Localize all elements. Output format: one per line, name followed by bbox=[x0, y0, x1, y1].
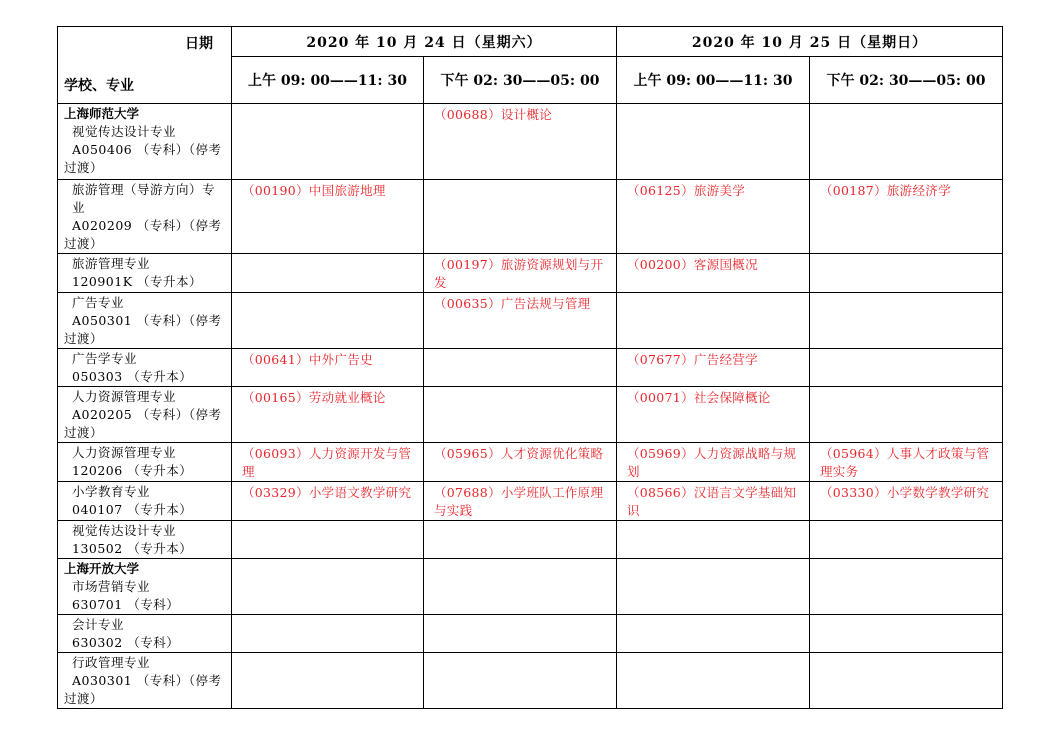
schedule-rows bbox=[58, 104, 1003, 709]
major-cell bbox=[58, 615, 232, 653]
major-code: A030301 （专科）（停考 bbox=[72, 673, 222, 688]
exam-slot-cell bbox=[617, 254, 810, 293]
major-name: 人力资源管理专业 bbox=[72, 389, 177, 404]
exam-slot-cell bbox=[232, 293, 424, 349]
exam-slot-cell bbox=[424, 615, 617, 653]
table-row bbox=[58, 443, 1003, 482]
table-row bbox=[58, 293, 1003, 349]
course-entry: （00190）中国旅游地理 bbox=[242, 183, 386, 198]
exam-slot-cell bbox=[810, 653, 1003, 709]
day-2-date: 2020 年 10 月 25 日（星期日） bbox=[617, 27, 1003, 57]
exam-slot-cell bbox=[232, 254, 424, 293]
table-row bbox=[58, 521, 1003, 559]
exam-slot-cell bbox=[617, 104, 810, 180]
course-entry: （05964）人事人才政策与管理实务 bbox=[820, 446, 990, 479]
major-name: 广告学专业 bbox=[72, 351, 138, 366]
major-name: 视觉传达设计专业 bbox=[72, 523, 177, 538]
major-cell bbox=[58, 482, 232, 521]
table-row bbox=[58, 254, 1003, 293]
school-name: 上海开放大学 bbox=[64, 561, 140, 576]
course-entry: （08566）汉语言文学基础知识 bbox=[627, 485, 797, 518]
major-name: 会计专业 bbox=[72, 617, 125, 632]
major-name: 市场营销专业 bbox=[72, 579, 151, 594]
day-1-am-slot: 上午 09: 00——11: 30 bbox=[232, 57, 424, 104]
course-entry: （03329）小学语文教学研究 bbox=[242, 485, 412, 500]
major-info bbox=[58, 349, 231, 386]
major-info bbox=[58, 521, 231, 558]
major-code: 050303 （专升本） bbox=[72, 369, 193, 384]
course-entry: （06125）旅游美学 bbox=[627, 183, 746, 198]
exam-slot-cell bbox=[232, 349, 424, 387]
major-info bbox=[58, 254, 231, 291]
day-1-pm-slot: 下午 02: 30——05: 00 bbox=[424, 57, 617, 104]
course-entry: （00197）旅游资源规划与开发 bbox=[434, 257, 604, 290]
major-info bbox=[58, 577, 231, 614]
table-row bbox=[58, 653, 1003, 709]
exam-slot-cell bbox=[810, 521, 1003, 559]
major-info bbox=[58, 387, 231, 442]
exam-slot-cell bbox=[424, 349, 617, 387]
major-note: 过渡） bbox=[64, 691, 104, 706]
exam-slot-cell bbox=[424, 559, 617, 615]
exam-slot-cell bbox=[232, 653, 424, 709]
day-2-pm-slot: 下午 02: 30——05: 00 bbox=[810, 57, 1003, 104]
course-entry: （06093）人力资源开发与管理 bbox=[242, 446, 412, 479]
major-code: 120206 （专升本） bbox=[72, 463, 193, 478]
major-code: 130502 （专升本） bbox=[72, 541, 193, 556]
major-code: A020205 （专科）（停考 bbox=[72, 407, 222, 422]
header-corner-cell bbox=[58, 27, 232, 104]
exam-slot-cell bbox=[617, 180, 810, 254]
major-code: 120901K （专升本） bbox=[72, 274, 203, 289]
exam-slot-cell bbox=[617, 349, 810, 387]
major-name: 行政管理专业 bbox=[72, 655, 151, 670]
date-label: 日期 bbox=[185, 36, 213, 52]
exam-slot-cell bbox=[810, 180, 1003, 254]
school-major-label: 学校、专业 bbox=[64, 78, 134, 94]
major-cell bbox=[58, 443, 232, 482]
major-name: 旅游管理（导游方向）专业 bbox=[72, 182, 216, 215]
exam-slot-cell bbox=[232, 443, 424, 482]
table-row bbox=[58, 349, 1003, 387]
exam-slot-cell bbox=[617, 653, 810, 709]
major-note: 过渡） bbox=[64, 425, 104, 440]
exam-slot-cell bbox=[424, 180, 617, 254]
exam-slot-cell bbox=[232, 559, 424, 615]
exam-slot-cell bbox=[617, 443, 810, 482]
major-info bbox=[58, 180, 231, 253]
exam-slot-cell bbox=[232, 482, 424, 521]
major-cell bbox=[58, 254, 232, 293]
exam-slot-cell bbox=[424, 653, 617, 709]
exam-slot-cell bbox=[232, 387, 424, 443]
exam-slot-cell bbox=[232, 180, 424, 254]
course-entry: （00635）广告法规与管理 bbox=[434, 296, 591, 311]
exam-slot-cell bbox=[617, 615, 810, 653]
course-entry: （05969）人力资源战略与规划 bbox=[627, 446, 797, 479]
course-entry: （00071）社会保障概论 bbox=[627, 390, 771, 405]
table-row bbox=[58, 615, 1003, 653]
course-entry: （05965）人才资源优化策略 bbox=[434, 446, 604, 461]
exam-slot-cell bbox=[424, 482, 617, 521]
exam-slot-cell bbox=[810, 559, 1003, 615]
major-cell bbox=[58, 104, 232, 180]
exam-schedule-table bbox=[57, 26, 1003, 709]
course-entry: （07688）小学班队工作原理与实践 bbox=[434, 485, 604, 518]
exam-slot-cell bbox=[424, 293, 617, 349]
table-row bbox=[58, 387, 1003, 443]
exam-slot-cell bbox=[424, 254, 617, 293]
exam-slot-cell bbox=[617, 293, 810, 349]
major-cell bbox=[58, 653, 232, 709]
major-cell bbox=[58, 521, 232, 559]
exam-slot-cell bbox=[424, 443, 617, 482]
exam-slot-cell bbox=[810, 349, 1003, 387]
major-cell bbox=[58, 349, 232, 387]
major-code: A020209 （专科）（停考 bbox=[72, 218, 222, 233]
major-info bbox=[58, 293, 231, 348]
major-info bbox=[58, 443, 231, 480]
exam-slot-cell bbox=[810, 254, 1003, 293]
major-code: A050301 （专科）（停考 bbox=[72, 313, 222, 328]
major-name: 人力资源管理专业 bbox=[72, 445, 177, 460]
course-entry: （00187）旅游经济学 bbox=[820, 183, 951, 198]
exam-slot-cell bbox=[617, 521, 810, 559]
school-name: 上海师范大学 bbox=[64, 106, 140, 121]
course-entry: （07677）广告经营学 bbox=[627, 352, 758, 367]
major-code: 040107 （专升本） bbox=[72, 502, 193, 517]
table-row bbox=[58, 482, 1003, 521]
major-note: 过渡） bbox=[64, 236, 104, 251]
major-info bbox=[58, 615, 231, 652]
exam-slot-cell bbox=[810, 482, 1003, 521]
major-code: 630302 （专科） bbox=[72, 635, 180, 650]
major-name: 广告专业 bbox=[72, 295, 125, 310]
major-cell bbox=[58, 180, 232, 254]
exam-slot-cell bbox=[810, 293, 1003, 349]
major-cell bbox=[58, 293, 232, 349]
course-entry: （00165）劳动就业概论 bbox=[242, 390, 386, 405]
exam-slot-cell bbox=[232, 615, 424, 653]
day-2-am-slot: 上午 09: 00——11: 30 bbox=[617, 57, 810, 104]
major-cell bbox=[58, 387, 232, 443]
major-info bbox=[58, 653, 231, 708]
major-cell bbox=[58, 559, 232, 615]
exam-slot-cell bbox=[810, 104, 1003, 180]
table-row bbox=[58, 180, 1003, 254]
major-note: 过渡） bbox=[64, 160, 104, 175]
major-code: A050406 （专科）（停考 bbox=[72, 142, 222, 157]
exam-slot-cell bbox=[232, 521, 424, 559]
major-name: 旅游管理专业 bbox=[72, 256, 151, 271]
exam-slot-cell bbox=[810, 443, 1003, 482]
course-entry: （00200）客源国概况 bbox=[627, 257, 758, 272]
course-entry: （00641）中外广告史 bbox=[242, 352, 373, 367]
major-note: 过渡） bbox=[64, 331, 104, 346]
major-name: 视觉传达设计专业 bbox=[72, 124, 177, 139]
major-info bbox=[58, 482, 231, 519]
day-1-date: 2020 年 10 月 24 日（星期六） bbox=[232, 27, 617, 57]
exam-slot-cell bbox=[810, 615, 1003, 653]
exam-slot-cell bbox=[232, 104, 424, 180]
table-row bbox=[58, 104, 1003, 180]
major-name: 小学教育专业 bbox=[72, 484, 151, 499]
exam-slot-cell bbox=[617, 559, 810, 615]
course-entry: （03330）小学数学教学研究 bbox=[820, 485, 990, 500]
exam-slot-cell bbox=[617, 482, 810, 521]
course-entry: （00688）设计概论 bbox=[434, 107, 553, 122]
exam-slot-cell bbox=[617, 387, 810, 443]
exam-slot-cell bbox=[810, 387, 1003, 443]
exam-slot-cell bbox=[424, 387, 617, 443]
exam-slot-cell bbox=[424, 521, 617, 559]
table-row bbox=[58, 559, 1003, 615]
major-info bbox=[58, 122, 231, 177]
major-code: 630701 （专科） bbox=[72, 597, 180, 612]
exam-slot-cell bbox=[424, 104, 617, 180]
